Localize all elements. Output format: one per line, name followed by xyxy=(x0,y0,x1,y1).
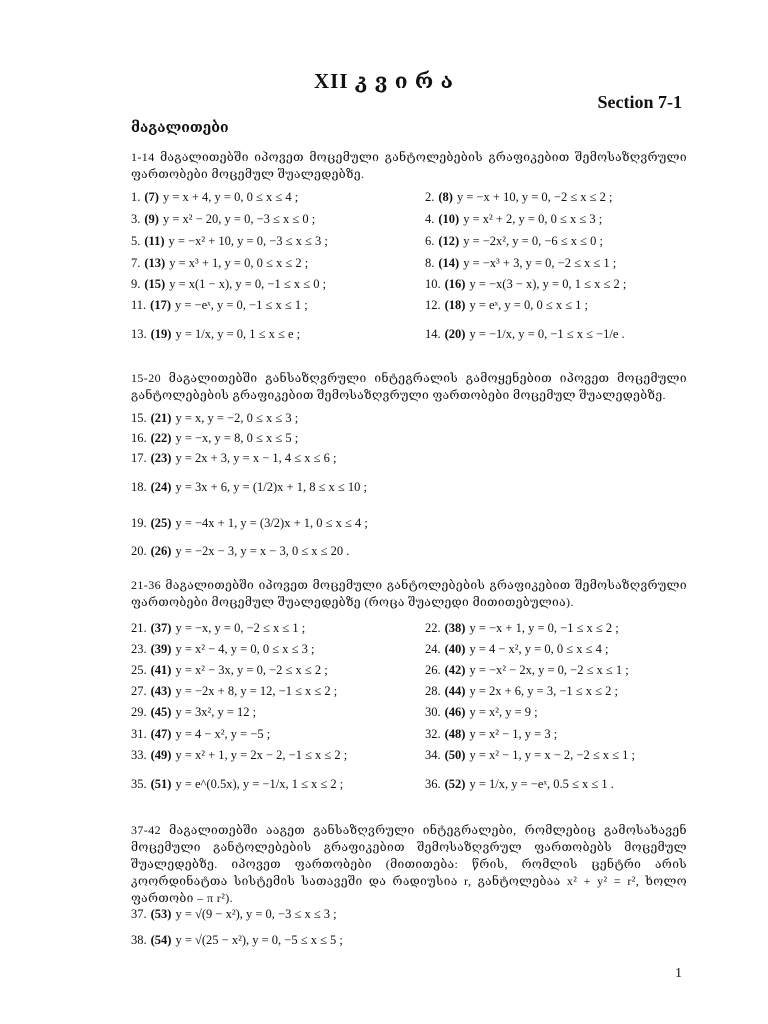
exercise-1: 1. (7) y = x + 4, y = 0, 0 ≤ x ≤ 4 ; xyxy=(131,190,299,204)
exercise-10: 10. (16) y = −x(3 − x), y = 0, 1 ≤ x ≤ 2 ; xyxy=(425,277,627,291)
exercise-2: 2. (8) y = −x + 10, y = 0, −2 ≤ x ≤ 2 ; xyxy=(425,190,613,204)
exercise-5: 5. (11) y = −x² + 10, y = 0, −3 ≤ x ≤ 3 ; xyxy=(131,234,328,248)
exercise-38: 38. (54) y = √(25 − x²), y = 0, −5 ≤ x ≤ 5 ; xyxy=(131,933,343,947)
block-4-intro: 37-42 მაგალითებში ააგეთ განსაზღვრული ინტეგრალები, რომლებიც გამოსახავენ მოცემული განტოლებების გრაფიკებით შემოსაზღვრულ ფართობებს მოცემულ შუალედებზე. იპოვეთ ფართობები (მითითება: წრის, რომლის ცენტრი არის კოორდინატთა სისტემის სათავეში და რადიუსია r, განტოლებაა x² + y² = r², ხოლო ფართობი – π r²). xyxy=(131,823,687,905)
exercise-25: 25. (41) y = x² − 3x, y = 0, −2 ≤ x ≤ 2 ; xyxy=(131,663,328,677)
exercise-31: 31. (47) y = 4 − x², y = −5 ; xyxy=(131,727,271,741)
exercise-37: 37. (53) y = √(9 − x²), y = 0, −3 ≤ x ≤ 3 ; xyxy=(131,907,337,921)
exercise-26: 26. (42) y = −x² − 2x, y = 0, −2 ≤ x ≤ 1 ; xyxy=(425,663,629,677)
exercise-4: 4. (10) y = x² + 2, y = 0, 0 ≤ x ≤ 3 ; xyxy=(425,212,603,226)
exercise-33: 33. (49) y = x² + 1, y = 2x − 2, −1 ≤ x ≤ 2 ; xyxy=(131,748,348,762)
exercise-7: 7. (13) y = x³ + 1, y = 0, 0 ≤ x ≤ 2 ; xyxy=(131,256,309,270)
exercise-18: 18. (24) y = 3x + 6, y = (1/2)x + 1, 8 ≤ x ≤ 10 ; xyxy=(131,480,368,494)
exercise-19: 19. (25) y = −4x + 1, y = (3/2)x + 1, 0 ≤ x ≤ 4 ; xyxy=(131,516,368,530)
exercise-6: 6. (12) y = −2x², y = 0, −6 ≤ x ≤ 0 ; xyxy=(425,234,603,248)
exercise-17: 17. (23) y = 2x + 3, y = x − 1, 4 ≤ x ≤ 6 ; xyxy=(131,451,337,465)
block-3-intro: 21-36 მაგალითებში იპოვეთ მოცემული განტოლებების გრაფიკებით შემოსაზღვრული ფართობები მოცემულ შუალედებზე (როცა შუალედი მითითებულია). xyxy=(131,578,687,609)
exercise-20: 20. (26) y = −2x − 3, y = x − 3, 0 ≤ x ≤ 20 . xyxy=(131,544,350,558)
exercise-23: 23. (39) y = x² − 4, y = 0, 0 ≤ x ≤ 3 ; xyxy=(131,642,315,656)
section-label: Section 7-1 xyxy=(597,92,682,112)
exercise-11: 11. (17) y = −eˣ, y = 0, −1 ≤ x ≤ 1 ; xyxy=(131,298,308,312)
exercise-9: 9. (15) y = x(1 − x), y = 0, −1 ≤ x ≤ 0 ; xyxy=(131,277,327,291)
exercise-28: 28. (44) y = 2x + 6, y = 3, −1 ≤ x ≤ 2 ; xyxy=(425,684,618,698)
exercise-14: 14. (20) y = −1/x, y = 0, −1 ≤ x ≤ −1/e . xyxy=(425,327,625,341)
block-1-intro: 1-14 მაგალითებში იპოვეთ მოცემული განტოლებების გრაფიკებით შემოსაზღვრული ფართობები მოცემულ შუალედებზე. xyxy=(131,150,687,181)
exercise-36: 36. (52) y = 1/x, y = −eˣ, 0.5 ≤ x ≤ 1 . xyxy=(425,777,614,791)
exercise-27: 27. (43) y = −2x + 8, y = 12, −1 ≤ x ≤ 2 ; xyxy=(131,684,338,698)
exercise-34: 34. (50) y = x² − 1, y = x − 2, −2 ≤ x ≤ 1 ; xyxy=(425,748,636,762)
exercise-12: 12. (18) y = eˣ, y = 0, 0 ≤ x ≤ 1 ; xyxy=(425,298,589,312)
examples-heading: მაგალითები xyxy=(131,121,229,136)
exercise-30: 30. (46) y = x², y = 9 ; xyxy=(425,705,538,719)
page-title: XII კ ვ ი რ ა xyxy=(314,69,454,93)
exercise-29: 29. (45) y = 3x², y = 12 ; xyxy=(131,705,257,719)
page-number: 1 xyxy=(675,966,682,981)
exercise-35: 35. (51) y = e^(0.5x), y = −1/x, 1 ≤ x ≤ 2 ; xyxy=(131,777,344,791)
exercise-13: 13. (19) y = 1/x, y = 0, 1 ≤ x ≤ e ; xyxy=(131,327,301,341)
exercise-24: 24. (40) y = 4 − x², y = 0, 0 ≤ x ≤ 4 ; xyxy=(425,642,609,656)
exercise-15: 15. (21) y = x, y = −2, 0 ≤ x ≤ 3 ; xyxy=(131,411,299,425)
exercise-22: 22. (38) y = −x + 1, y = 0, −1 ≤ x ≤ 2 ; xyxy=(425,621,619,635)
exercise-32: 32. (48) y = x² − 1, y = 3 ; xyxy=(425,727,558,741)
block-2-intro: 15-20 მაგალითებში განსაზღვრული ინტეგრალის გამოყენებით იპოვეთ მოცემული განტოლებების გრაფიკებით შემოსაზღვრული ფართობები მოცემულ შუალედებზე. xyxy=(131,371,687,402)
exercise-8: 8. (14) y = −x³ + 3, y = 0, −2 ≤ x ≤ 1 ; xyxy=(425,256,617,270)
exercise-21: 21. (37) y = −x, y = 0, −2 ≤ x ≤ 1 ; xyxy=(131,621,306,635)
exercise-3: 3. (9) y = x² − 20, y = 0, −3 ≤ x ≤ 0 ; xyxy=(131,212,316,226)
exercise-16: 16. (22) y = −x, y = 8, 0 ≤ x ≤ 5 ; xyxy=(131,431,299,445)
